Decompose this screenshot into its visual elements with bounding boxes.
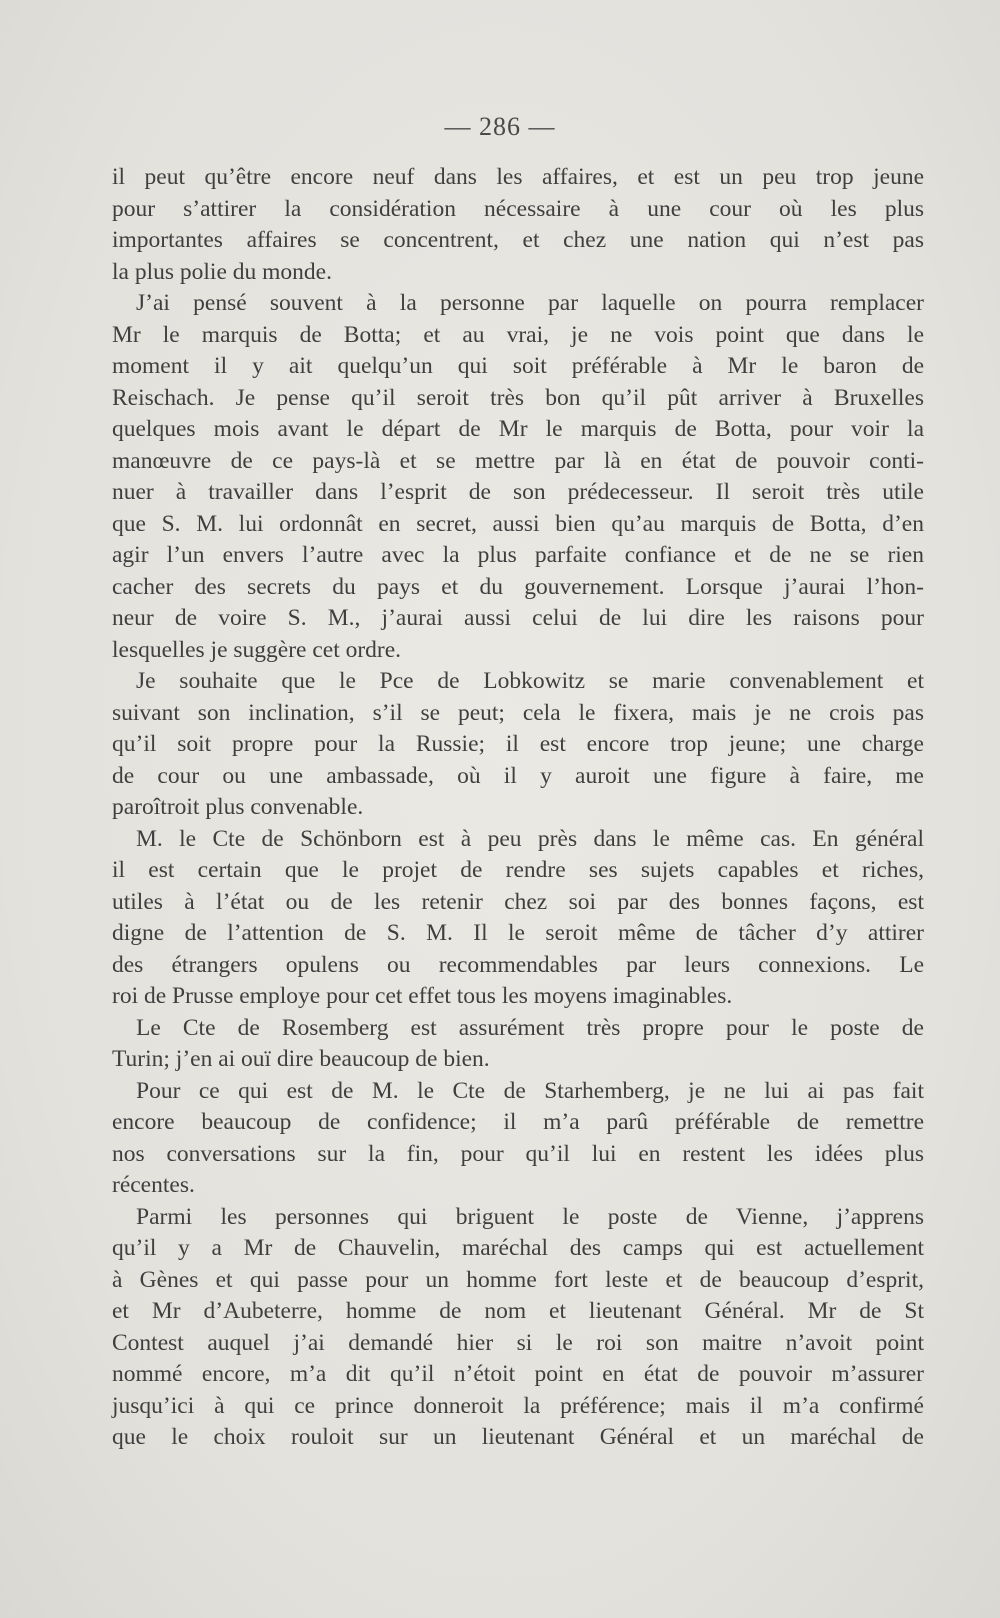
text-line: manœuvre de ce pays-là et se mettre par là en état de pouvoir conti- [112, 447, 924, 474]
text-line: digne de l’attention de S. M. Il le seroit même de tâcher d’y attirer [112, 920, 924, 946]
page-number: — 286 — [444, 112, 556, 141]
text-line: agir l’un envers l’autre avec la plus parfaite confiance et de ne se rien [112, 542, 924, 568]
text-line: des étrangers opulens ou recommendables par leurs connexions. Le [112, 951, 924, 978]
text-line: la plus polie du monde. [112, 258, 332, 285]
text-line: Contest auquel j’ai demandé hier si le roi son maitre n’avoit point [112, 1329, 924, 1356]
text-line: pour s’attirer la considération nécessaire à une cour où les plus [112, 195, 924, 222]
text-line: encore beaucoup de confidence; il m’a parû préférable de remettre [112, 1109, 924, 1135]
text-line: Parmi les personnes qui briguent le poste de Vienne, j’apprens [136, 1203, 924, 1230]
text-line: jusqu’ici à qui ce prince donneroit la préférence; mais il m’a confirmé [112, 1392, 924, 1419]
text-line: et Mr d’Aubeterre, homme de nom et lieutenant Général. Mr de St [112, 1298, 924, 1324]
text-line: nommé encore, m’a dit qu’il n’étoit point en état de pouvoir m’assurer [112, 1361, 924, 1387]
text-line: Pour ce qui est de M. le Cte de Starhemberg, je ne lui ai pas fait [136, 1077, 924, 1104]
text-line: lesquelles je suggère cet ordre. [112, 636, 402, 663]
text-line: moment il y ait quelqu’un qui soit préférable à Mr le baron de [112, 353, 924, 379]
text-line: Le Cte de Rosemberg est assurément très propre pour le poste de [136, 1014, 924, 1041]
text-line: utiles à l’état ou de les retenir chez soi par des bonnes façons, est [112, 888, 924, 915]
text-line: Turin; j’en ai ouï dire beaucoup de bien. [112, 1046, 490, 1072]
text-line: Reischach. Je pense qu’il seroit très bon qu’il pût arriver à Bruxelles [112, 384, 924, 411]
text-line: nuer à travailler dans l’esprit de son prédecesseur. Il seroit très utile [112, 479, 924, 505]
text-line: qu’il soit propre pour la Russie; il est encore trop jeune; une charge [112, 731, 924, 757]
text-line: Je souhaite que le Pce de Lobkowitz se marie convenablement et [136, 668, 924, 694]
text-line: neur de voire S. M., j’aurai aussi celui de lui dire les raisons pour [112, 605, 924, 631]
text-line: de cour ou une ambassade, où il y auroit une figure à faire, me [112, 762, 924, 789]
text-line: paroîtroit plus convenable. [112, 794, 364, 820]
text-line: il est certain que le projet de rendre ses sujets capables et riches, [112, 857, 924, 883]
text-line: récentes. [112, 1172, 195, 1198]
text-line: suivant son inclination, s’il se peut; cela le fixera, mais je ne crois pas [112, 699, 924, 726]
text-line: M. le Cte de Schönborn est à peu près dans le même cas. En général [136, 825, 924, 852]
text-line: que S. M. lui ordonnât en secret, aussi bien qu’au marquis de Botta, d’en [112, 510, 924, 537]
text-line: importantes affaires se concentrent, et chez une nation qui n’est pas [112, 227, 924, 253]
text-line: il peut qu’être encore neuf dans les affaires, et est un peu trop jeune [112, 164, 924, 190]
text-line: à Gènes et qui passe pour un homme fort leste et de beaucoup d’esprit, [112, 1266, 924, 1293]
text-line: nos conversations sur la fin, pour qu’il lui en restent les idées plus [112, 1140, 924, 1167]
text-line: Mr le marquis de Botta; et au vrai, je ne vois point que dans le [112, 321, 924, 348]
body-text [112, 162, 924, 1454]
text-line: quelques mois avant le départ de Mr le marquis de Botta, pour voir la [112, 416, 924, 442]
text-line: cacher des secrets du pays et du gouvernement. Lorsque j’aurai l’hon- [112, 573, 924, 600]
text-line: qu’il y a Mr de Chauvelin, maréchal des camps qui est actuellement [112, 1235, 924, 1261]
text-line: roi de Prusse employe pour cet effet tous les moyens imaginables. [112, 983, 733, 1009]
text-line: que le choix rouloit sur un lieutenant Général et un maréchal de [112, 1424, 924, 1450]
text-line: J’ai pensé souvent à la personne par laquelle on pourra remplacer [136, 290, 924, 316]
